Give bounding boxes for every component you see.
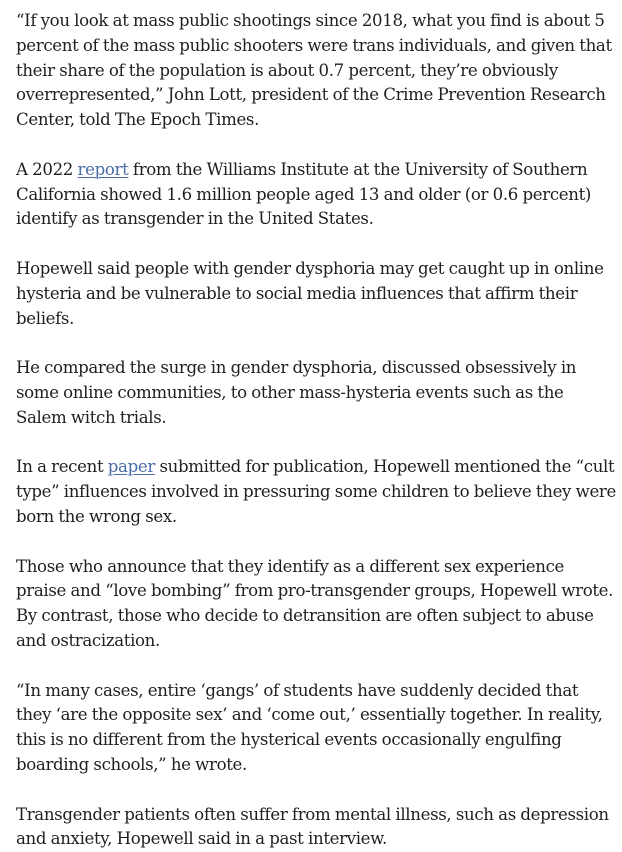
paragraph-text: submitted for publication, Hopewell mentioned the “cult type” influences involved in pressuring some children to believe they were born the wrong sex. — [16, 457, 616, 526]
paragraph-text: A 2022 — [16, 160, 78, 179]
paragraph-text: from the Williams Institute at the University of Southern California showed 1.6 million people aged 13 and older (or 0.6 percent) identify as transgender in the United States. — [16, 160, 591, 229]
paragraph-online-hysteria: Hopewell said people with gender dysphoria may get caught up in online hysteria and be vulnerable to social media influences that affirm their beliefs. — [16, 257, 616, 331]
paragraph-salem-comparison: He compared the surge in gender dysphoria, discussed obsessively in some online communities, to other mass-hysteria events such as the Salem witch trials. — [16, 356, 616, 430]
paper-link[interactable]: paper — [108, 457, 155, 476]
paragraph-mental-illness: Transgender patients often suffer from mental illness, such as depression and anxiety, Hopewell said in a past interview. — [16, 803, 616, 852]
report-link[interactable]: report — [78, 160, 129, 179]
paragraph-williams-report — [16, 158, 616, 232]
paragraph-gangs-quote: “In many cases, entire ‘gangs’ of students have suddenly decided that they ‘are the opposite sex’ and ‘come out,’ essentially together. In reality, this is no different from the hysterical events occasionally engulfing boarding schools,” he wrote. — [16, 679, 616, 778]
paragraph-lott-quote: “If you look at mass public shootings since 2018, what you find is about 5 percent of the mass public shooters were trans individuals, and given that their share of the population is about 0.7 percent, they’re obviously overrepresented,” John Lott, president of the Crime Prevention Research Center, told The Epoch Times. — [16, 9, 616, 133]
paragraph-love-bombing: Those who announce that they identify as a different sex experience praise and “love bombing” from pro-transgender groups, Hopewell wrote. By contrast, those who decide to detransition are often subject to abuse and ostracization. — [16, 555, 616, 654]
paragraph-cult-type — [16, 455, 616, 529]
paragraph-text: In a recent — [16, 457, 108, 476]
article-body — [16, 9, 616, 852]
